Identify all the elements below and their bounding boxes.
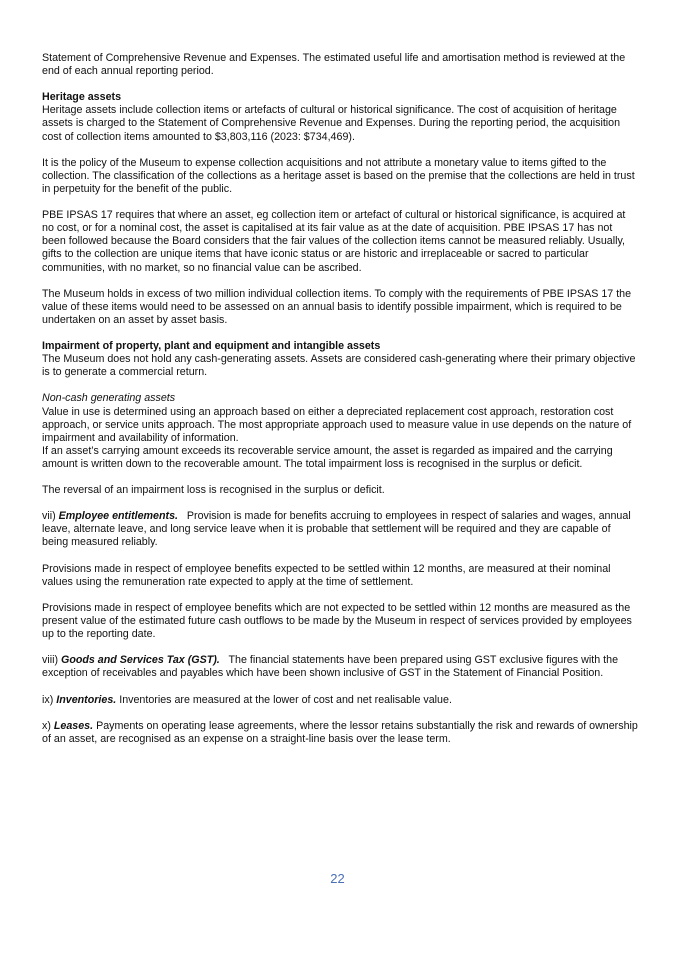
paragraph-employee-entitlements: [42, 510, 638, 549]
paragraph-heritage-cost: Heritage assets include collection items or artefacts of cultural or historical significance. The cost of acquisition of heritage assets is charged to the Statement of Comprehensive Revenue and Expenses. During the reporting period, the acquisition cost of collection items amounted to $3,803,116 (2023: $734,469).: [42, 104, 621, 143]
item-number: ix): [42, 693, 57, 706]
section-non-cash-generating: [42, 392, 638, 471]
paragraph-pbe-ipsas-17: PBE IPSAS 17 requires that where an asset, eg collection item or artefact of cultural or historical significance, is acquired at no cost, or for a nominal cost, the asset is capitalised at its fair value as at the date of acquisition. PBE IPSAS 17 has not been followed because the Board considers that the fair values of the collection items cannot be measured reliably. Usually, gifts to the collection are unique items that have iconic status or are historic and irreplaceable or sacred to particular communities, with no market, so no financial value can be ascribed.: [42, 209, 626, 274]
section-impairment: [42, 340, 638, 379]
paragraph-leases: [42, 720, 638, 746]
lead-leases: Leases.: [53, 719, 94, 732]
page-number: 22: [330, 871, 345, 886]
heading-non-cash-generating: Non-cash generating assets: [42, 392, 176, 405]
paragraph-heritage-policy: It is the policy of the Museum to expense collection acquisitions and not attribute a monetary value to items gifted to the collection. The classification of the collections as a heritage asset is based on the premise that the collections are held in trust in perpetuity for the benefit of the public.: [42, 156, 635, 195]
paragraph-inventories: [42, 694, 638, 707]
text-employee-entitlements: Provision is made for benefits accruing to employees in respect of salaries and wages, annual leave, alternate leave, and long service leave when it is probable that settlement will be required and they are capable of being measured reliably.: [42, 510, 634, 549]
paragraph-collection-items: The Museum holds in excess of two million individual collection items. To comply with the requirements of PBE IPSAS 17 the value of these items would need to be assessed on an annual basis to identify possible impairment, which is required to be undertaken on an asset by asset basis.: [42, 287, 632, 326]
heading-impairment: Impairment of property, plant and equipment and intangible assets: [42, 340, 381, 353]
document-body: [42, 52, 638, 759]
item-number: x): [42, 719, 54, 732]
lead-inventories: Inventories.: [56, 693, 117, 706]
heading-heritage-assets: Heritage assets: [42, 91, 122, 104]
lead-gst: Goods and Services Tax (GST).: [61, 654, 220, 667]
paragraph-value-in-use: Value in use is determined using an approach based on either a depreciated replacement cost approach, restoration cost approach, or service units approach. The most appropriate approach used to measure value in use depends on the nature of impairment and availability of information.: [42, 405, 632, 444]
paragraph-carrying-amount: If an asset’s carrying amount exceeds its recoverable service amount, the asset is regarded as impaired and the carrying amount is written down to the recoverable amount. The total impairment loss is recognised in the surplus or deficit.: [42, 444, 613, 470]
section-heritage-assets: [42, 91, 638, 143]
item-number: vii): [42, 510, 59, 523]
paragraph-provisions-within-12-months: Provisions made in respect of employee benefits expected to be settled within 12 months, are measured at their nominal values using the remuneration rate expected to apply at the time of settlement.: [42, 562, 611, 588]
paragraph-gst: [42, 654, 638, 680]
item-number: viii): [42, 654, 61, 667]
text-inventories: Inventories are measured at the lower of cost and net realisable value.: [116, 693, 452, 706]
lead-employee-entitlements: Employee entitlements.: [58, 510, 179, 523]
paragraph-cash-generating: The Museum does not hold any cash-generating assets. Assets are considered cash-generating where their primary objective is to generate a commercial return.: [42, 353, 636, 379]
paragraph-amortisation: Statement of Comprehensive Revenue and Expenses. The estimated useful life and amortisation method is reviewed at the end of each annual reporting period.: [42, 52, 626, 78]
text-leases: Payments on operating lease agreements, where the lessor retains substantially the risk and rewards of ownership of an asset, are recognised as an expense on a straight-line basis over the lease term.: [42, 719, 638, 745]
text-gst: The financial statements have been prepared using GST exclusive figures with the exception of receivables and payables which have been shown inclusive of GST in the Statement of Financial Position.: [42, 654, 621, 680]
paragraph-impairment-reversal: The reversal of an impairment loss is recognised in the surplus or deficit.: [42, 484, 385, 497]
paragraph-provisions-beyond-12-months: Provisions made in respect of employee benefits which are not expected to be settled within 12 months are measured as the present value of the estimated future cash outflows to be made by the Museum in respect of services provided by employees up to the reporting date.: [42, 601, 632, 641]
